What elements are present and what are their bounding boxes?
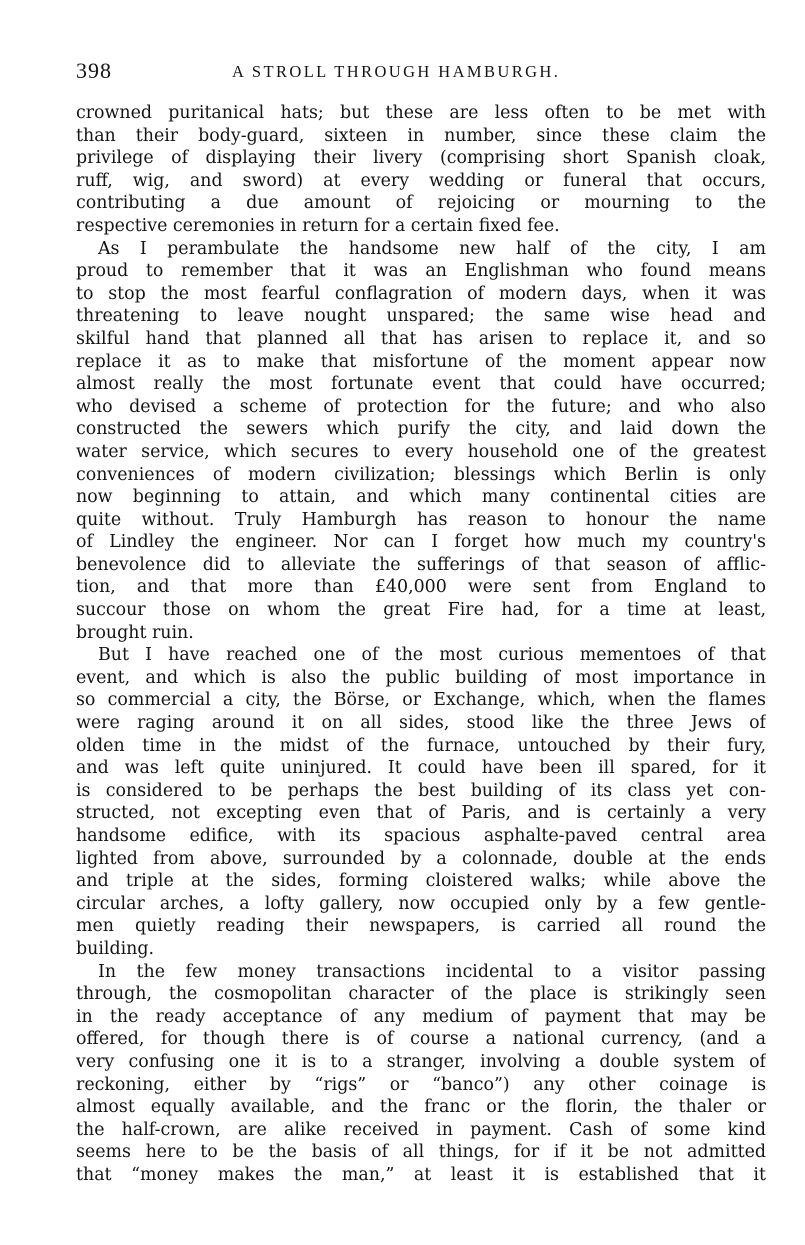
- text-line: brought ruin.: [76, 622, 194, 643]
- text-line: almost equally available, and the franc or the florin, the thaler or: [76, 1097, 766, 1118]
- text-line: offered, for though there is of course a national currency, (and a: [76, 1029, 766, 1050]
- text-line: conveniences of modern civilization; blessings which Berlin is only: [76, 464, 766, 485]
- body-text: [76, 102, 766, 1222]
- text-line: benevolence did to alleviate the sufferings of that season of afflic-: [76, 554, 766, 575]
- text-line: in the ready acceptance of any medium of payment that may be: [76, 1006, 766, 1027]
- text-line: men quietly reading their newspapers, is carried all round the: [76, 916, 766, 937]
- text-line: handsome edifice, with its spacious asphalte-paved central area: [76, 826, 766, 846]
- text-line: constructed the sewers which purify the city, and laid down the: [76, 419, 766, 440]
- text-line: replace it as to make that misfortune of the moment appear now: [76, 351, 766, 372]
- text-line: so commercial a city, the Börse, or Exchange, which, when the flames: [76, 690, 766, 711]
- text-line: who devised a scheme of protection for the future; and who also: [76, 396, 766, 417]
- text-line: respective ceremonies in return for a certain fixed fee.: [76, 215, 560, 236]
- paragraph-first-line: In the few money transactions incidental to a visitor passing: [98, 961, 766, 982]
- text-line: threatening to leave nought unspared; the same wise head and: [76, 306, 766, 327]
- text-line: proud to remember that it was an Englishman who found means: [76, 261, 766, 282]
- text-line: through, the cosmopolitan character of the place is strikingly seen: [76, 984, 766, 1005]
- text-line: structed, not excepting even that of Paris, and is certainly a very: [76, 803, 766, 824]
- paragraph-first-line: But I have reached one of the most curious mementoes of that: [98, 645, 766, 666]
- text-line: seems here to be the basis of all things, for if it be not admitted: [76, 1142, 766, 1163]
- page-number: 398: [76, 58, 112, 83]
- text-line: quite without. Truly Hamburgh has reason to honour the name: [76, 509, 766, 530]
- page-header: [76, 58, 766, 88]
- text-line: very confusing one it is to a stranger, involving a double system of: [76, 1051, 766, 1072]
- running-title: A STROLL THROUGH HAMBURGH.: [232, 62, 561, 81]
- text-line: ruff, wig, and sword) at every wedding or funeral that occurs,: [76, 170, 766, 191]
- text-line: tion, and that more than £40,000 were sent from England to: [76, 577, 766, 598]
- text-line: succour those on whom the great Fire had, for a time at least,: [76, 600, 766, 621]
- text-line: than their body-guard, sixteen in number, since these claim the: [76, 125, 766, 146]
- text-line: privilege of displaying their livery (comprising short Spanish cloak,: [76, 148, 766, 169]
- text-line: of Lindley the engineer. Nor can I forget how much my country's: [76, 532, 766, 553]
- text-line: almost really the most fortunate event that could have occurred;: [76, 374, 766, 395]
- text-line: the half-crown, are alike received in payment. Cash of some kind: [76, 1119, 766, 1140]
- text-line: that “money makes the man,” at least it is established that it: [76, 1164, 766, 1185]
- paragraph-first-line: As I perambulate the handsome new half of the city, I am: [98, 238, 766, 259]
- text-line: and was left quite uninjured. It could have been ill spared, for it: [76, 758, 766, 779]
- text-line: event, and which is also the public building of most importance in: [76, 667, 766, 688]
- text-line: contributing a due amount of rejoicing or mourning to the: [76, 193, 766, 214]
- text-line: building.: [76, 938, 155, 959]
- text-line: to stop the most fearful conflagration of modern days, when it was: [76, 283, 766, 304]
- text-line: skilful hand that planned all that has arisen to replace it, and so: [76, 328, 766, 349]
- text-line: and triple at the sides, forming cloistered walks; while above the: [76, 871, 766, 892]
- text-line: circular arches, a lofty gallery, now occupied only by a few gentle-: [76, 893, 766, 914]
- text-line: olden time in the midst of the furnace, untouched by their fury,: [76, 735, 766, 756]
- text-line: crowned puritanical hats; but these are less often to be met with: [76, 103, 766, 123]
- text-line: is considered to be perhaps the best building of its class yet con-: [76, 780, 766, 801]
- text-line: lighted from above, surrounded by a colonnade, double at the ends: [76, 848, 766, 869]
- text-line: reckoning, either by “rigs” or “banco”) any other coinage is: [76, 1074, 766, 1095]
- text-line: water service, which secures to every household one of the greatest: [76, 441, 766, 462]
- text-line: now beginning to attain, and which many continental cities are: [76, 487, 766, 508]
- text-line: were raging around it on all sides, stood like the three Jews of: [76, 713, 766, 734]
